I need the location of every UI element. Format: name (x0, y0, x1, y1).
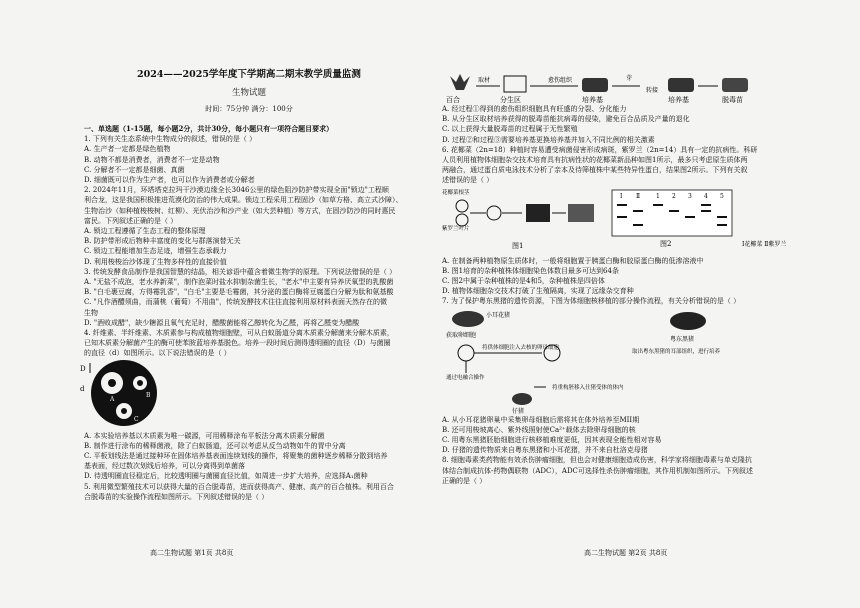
flow-label-bud: 芽 (626, 75, 633, 82)
question-block-7-8 (442, 415, 840, 486)
small-eared-pig-icon (452, 311, 484, 327)
q-line: C. 锁边工程能增加生态足迹，增强生态承载力 (84, 247, 227, 256)
q-line: D. 仔猪的遗传物质来自粤东黑猪和小耳花猪，并不来自杜洛克母猪 (442, 446, 648, 455)
q-line: A. 经过程①得到的愈伤组织细胞具有旺盛的分裂、分化能力 (442, 105, 627, 113)
q-line: 生物治沙（如种植梭梭树、红柳）、光伏治沙和沙产业（如大芸种植）等方式，在固沙防沙的同时惠民 (84, 206, 396, 215)
somatic-hybrid-figure (442, 186, 842, 256)
nuclear-transfer-figure (442, 307, 842, 415)
seedling-dish (722, 78, 748, 92)
piglet-icon (512, 393, 532, 405)
q-line: 8. 细胞毒素类药物能有效杀伤肿瘤细胞，但也会对健康细胞造成伤害，科学家将细胞毒素与单克隆抗 (442, 456, 752, 465)
label-D: D (80, 364, 86, 373)
label-B: B (146, 391, 151, 399)
question-block-4-5 (84, 431, 414, 502)
subject-title: 生物试题 (231, 88, 266, 98)
q-line: 7. 为了保护粤东黑猪的遗传资源，下图为体细胞核移植的部分操作流程，有关分析错误的是（ ） (442, 297, 741, 306)
time-score: 时间：75分钟 满分：100分 (205, 105, 293, 113)
lily-culture-flow (442, 72, 842, 104)
colony-a (108, 379, 116, 387)
q-line: B. 还可用梭坡离心、紫外线照射使Ca²⁺载体去除卵母细胞的核 (442, 425, 636, 434)
q-line: C. 用粤东黑猪胚胎细胞进行核移植难度更低，因其表现全能性相对容易 (442, 436, 662, 445)
label-collect-oocyte: 获取卵细胞 (446, 331, 477, 339)
flow-label-medium1: 培养基 (582, 96, 603, 104)
colony-c (121, 408, 127, 414)
question-block-6-7 (442, 256, 840, 307)
q-line: A. 本实验培养基以木质素为唯一碳源，可用稀释涂布平板法分离木质素分解菌 (84, 431, 325, 440)
q-line: 2. 2024年11月，环塔塔克拉玛干沙漠边缘全长3046公里的绿色阻沙防护带实现全面"锁边"工程顺 (84, 186, 389, 195)
q-line: D. 过程②和过程③需要培养基更换培养基并加入不同比例的相关激素 (442, 135, 655, 144)
q-line: B. "白毛裹豆腐，方得霉乳香"，"白毛"主要是毛霉菌，其分泌的蛋白酶将豆腐蛋白分解为肽和氨基酸 (84, 288, 394, 297)
q-line: C. "凡作酒醴须曲，而蒲桃（葡萄）不用曲"，传统发酵技术往往直接利用原材料表面天然存在的微 (84, 298, 387, 307)
label-A: A (110, 395, 115, 403)
flow-label-meristem: 分生区 (500, 96, 521, 104)
q-line: B. 制作进行涂布的稀释菌液，除了白蚁肠道，还可以考虑从反刍动物如牛的胃中分离 (84, 441, 346, 450)
q-line: 富民。下列叙述正确的是（ ） (84, 216, 178, 225)
q-line: 生物 (84, 308, 98, 317)
q-line: 已知木质素分解菌产生的酶可使苯胺蓝培养基脱色。培养一段时间后测得透明圈的直径（D）与菌圈 (84, 339, 391, 348)
q-line: A. 锁边工程遵循了生态工程的整体原理 (84, 227, 206, 236)
footer-page1: 高二生物试题 第1页 共8页 (150, 549, 234, 557)
flow-label-callus: 愈伤组织 (548, 77, 573, 84)
label-piglet: 仔猪 (512, 407, 525, 415)
flow-label-transfer: 转接 (646, 87, 659, 94)
flow-label-sample: 取材 (478, 77, 491, 84)
question-block-5-6 (442, 104, 840, 186)
q-line: 5. 利用微型繁殖技术可以获得大量的百合脱毒苗，进而获得高产、健康、高产的百合植株。利用百合 (84, 482, 394, 491)
label-ear-tissue: 取出粤东黑猪的耳部组织，进行培养 (632, 348, 721, 355)
q-line: C. 平板划线法是通过接种环在固体培养基表面连续划线的操作，将聚集的菌种逐步稀释分散到培养 (84, 452, 388, 461)
q-line: 述错误的是（ ） (442, 176, 494, 185)
exam-title: 2024——2025学年度下学期高二期末教学质量监测 (137, 69, 361, 80)
label-C: C (134, 415, 139, 423)
label-transfer-embryo: 将重构胚移入仕猪受体的体内 (552, 384, 624, 391)
q-line: 人员利用植物体细胞杂交技术培育具有抗病性状的花椰菜新品种如图1所示，最多只考虑原生质体两 (442, 156, 748, 165)
flow-label-lily: 百合 (446, 96, 460, 104)
label-black-pig: 粤东黑猪 (670, 335, 695, 343)
meristem-box (504, 76, 526, 92)
q-line: C. 图2中属于杂种植株的是4和5，杂种植株是四倍体 (442, 277, 605, 286)
fused-cell (487, 206, 501, 220)
section-heading: 一、单选题（1-15题，每小题2分，共计30分，每小题只有一项符合题目要求） (84, 124, 334, 133)
label-small-eared-pig: 小耳花猪 (486, 311, 511, 319)
q-line: 6. 花椰菜（2n=18）种植时容易遭受病菌侵害形成病斑，紫罗兰（2n=14）具有一定的抗病性。科研 (442, 145, 758, 154)
q-line: D. "酒败成醋"，缺少糖源且氧气充足时，醋酸菌能将乙醇转化为乙醛，再将乙醛变为醋酸 (84, 318, 360, 327)
q-line: B. 防护带形成后物种丰富度的变化与群落演替无关 (84, 237, 241, 246)
q-line: 4. 纤维素、半纤维素、木质素参与构成植物细胞壁，可从白蚁肠道分离木质素分解菌来分解木质素， (84, 329, 394, 338)
culture-dish-2 (668, 78, 694, 92)
flow-label-seedling: 脱毒苗 (722, 96, 743, 104)
q-line: B. 图1培育的杂种植株体细胞染色体数目最多可达到64条 (442, 266, 619, 275)
lane-label-II: Ⅱ (636, 192, 641, 200)
q-line: D. 利用梭梭治沙体现了生物多样性的直接价值 (84, 257, 227, 266)
q-line: 合脱毒苗的实验操作流程如图所示。下列叙述错误的是（ ） (84, 492, 269, 501)
q-line: D. 植物体细胞杂交技术打破了生殖隔离，实现了远缘杂交育种 (442, 287, 634, 296)
lane-label-3: 3 (688, 192, 692, 200)
fig1-label-cauliflower: 花椰菜根茎 (442, 189, 470, 196)
petri-dish-figure (80, 359, 414, 431)
q-line: 的直径（d）如图所示。以下说法错误的是（ ） (84, 349, 231, 358)
colony-b (137, 380, 143, 386)
q-line: 正确的是（ ） (442, 476, 487, 485)
q-line: B. 动物不都是消费者，消费者不一定是动物 (84, 155, 220, 164)
q-line: 利合龙，这是我国积极推进荒漠化防治的伟大成果。锁边工程采用工程固沙（如草方格、高立式沙障）、 (84, 196, 403, 205)
fig1-caption: 图1 (512, 241, 524, 250)
lane-label-2: 2 (672, 192, 676, 200)
q-line: 两融合，通过蛋白质电泳技术分析了亲本及待筛植株中某些特异性蛋白，结果图2所示。下列有关叙 (442, 166, 748, 175)
q-line: A. 在制备两种植物原生质体时，一般将细胞置于胰蛋白酶和胶原蛋白酶的低渗溶液中 (442, 256, 704, 265)
q-line: B. 从分生区取材培养获得的脱毒苗能抗病毒的侵染，避免百合品质及产量的退化 (442, 115, 690, 124)
culture-dish-1 (582, 78, 608, 92)
q-line: D. 待透明圈直径稳定后，比较透明圈与菌圈直径比值，如周进一步扩大培养，应选择A₁菌种 (84, 472, 368, 481)
question-block-1-4 (84, 134, 414, 358)
q-line: 3. 传统发酵食品制作是我国智慧的结晶，相关谚语中蕴含着微生物学的原理。下列说法错误的是（ ） (84, 267, 397, 276)
q-line: C. 分解者不一定都是细菌、真菌 (84, 165, 185, 174)
fig1-label-violet: 紫罗兰叶片 (442, 225, 470, 232)
fig2-legend: Ⅰ花椰菜 Ⅱ紫罗兰 (742, 240, 787, 248)
q-line: 体结合制成抗体-药物偶联物（ADC），ADC可选择性杀伤肿瘤细胞，其作用机制如图所示。下列叙述 (442, 466, 753, 475)
q-line: A. 生产者一定都是绿色植物 (84, 145, 171, 154)
lane-label-1: 1 (656, 192, 660, 200)
lane-label-5: 5 (720, 192, 724, 200)
footer-page2: 高二生物试题 第2页 共8页 (584, 549, 668, 557)
right-page (430, 0, 860, 608)
label-inject-donor: 将供体细胞注入去核的卵母细胞 (482, 344, 560, 351)
label-d: d (80, 384, 85, 393)
callus-image (526, 204, 550, 222)
q-line: D. 细菌既可以作为生产者，也可以作为消费者或分解者 (84, 176, 255, 185)
fig2-caption: 图2 (660, 239, 672, 248)
q-line: 基表面，经过数次划线后培养，可以分离得到单菌落 (84, 462, 245, 471)
lane-label-I: Ⅰ (620, 192, 623, 200)
q-line: 1. 下列有关生态系统中生物成分的叙述，错误的是（ ） (84, 135, 257, 144)
q-line: C. 以上获得大量脱毒苗的过程属于无性繁殖 (442, 125, 578, 134)
flow-label-medium2: 培养基 (668, 96, 689, 104)
plant-image (568, 204, 594, 222)
black-pig-icon (670, 312, 706, 330)
lane-label-4: 4 (704, 192, 708, 200)
lily-icon (450, 74, 470, 90)
q-line: A. 从小耳花猪卵巢中采集卵母细胞后需将其在体外培养至MII期 (442, 415, 640, 424)
label-electrofusion: 通过电融合操作 (446, 374, 485, 381)
q-line: A. "无盐不成泡，老水养新菜"，制作泡菜时盐水抑制杂菌生长，"老水"中主要有异养厌氧型的乳酸菌 (84, 278, 394, 287)
